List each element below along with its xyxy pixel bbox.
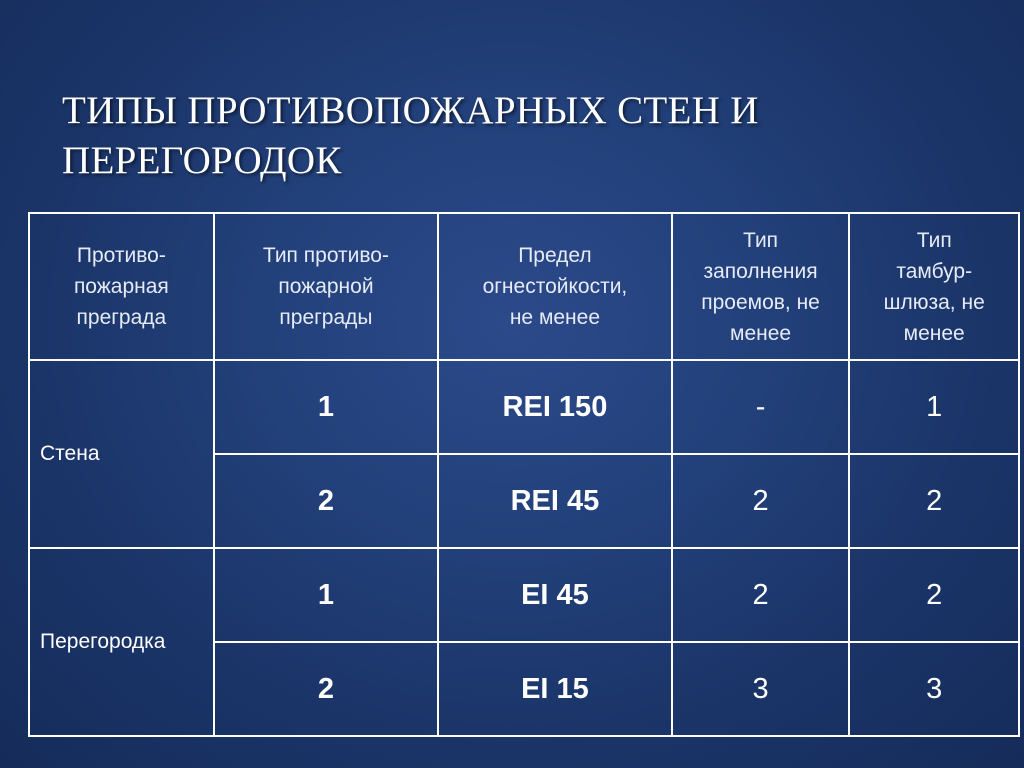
vestibule-cell: 3 bbox=[849, 642, 1019, 736]
fire-resistance-cell: EI 15 bbox=[438, 642, 672, 736]
table-header-row bbox=[29, 213, 1019, 360]
table-row bbox=[29, 360, 1019, 454]
header-barrier: Противо- пожарная преграда bbox=[29, 213, 214, 360]
opening-fill-cell: 2 bbox=[672, 454, 850, 548]
barrier-type-cell: 2 bbox=[214, 642, 438, 736]
opening-fill-cell: 3 bbox=[672, 642, 850, 736]
header-opening-fill: Тип заполнения проемов, не менее bbox=[672, 213, 850, 360]
header-vestibule: Тип тамбур- шлюза, не менее bbox=[849, 213, 1019, 360]
table-row bbox=[29, 548, 1019, 642]
barrier-cell-wall: Стена bbox=[29, 360, 214, 548]
fire-barrier-table bbox=[28, 212, 1020, 737]
opening-fill-cell: - bbox=[672, 360, 850, 454]
slide-title bbox=[62, 86, 962, 186]
slide-title-line-2: ПЕРЕГОРОДОК bbox=[62, 139, 342, 182]
fire-resistance-cell: EI 45 bbox=[438, 548, 672, 642]
vestibule-cell: 2 bbox=[849, 454, 1019, 548]
header-barrier-type: Тип противо- пожарной преграды bbox=[214, 213, 438, 360]
barrier-type-cell: 1 bbox=[214, 548, 438, 642]
header-fire-resistance: Предел огнестойкости, не менее bbox=[438, 213, 672, 360]
vestibule-cell: 2 bbox=[849, 548, 1019, 642]
vestibule-cell: 1 bbox=[849, 360, 1019, 454]
opening-fill-cell: 2 bbox=[672, 548, 850, 642]
fire-resistance-cell: REI 45 bbox=[438, 454, 672, 548]
barrier-type-cell: 2 bbox=[214, 454, 438, 548]
fire-resistance-cell: REI 150 bbox=[438, 360, 672, 454]
barrier-cell-partition: Перегородка bbox=[29, 548, 214, 736]
slide-title-line-1: ТИПЫ ПРОТИВОПОЖАРНЫХ СТЕН И bbox=[62, 89, 759, 132]
barrier-type-cell: 1 bbox=[214, 360, 438, 454]
